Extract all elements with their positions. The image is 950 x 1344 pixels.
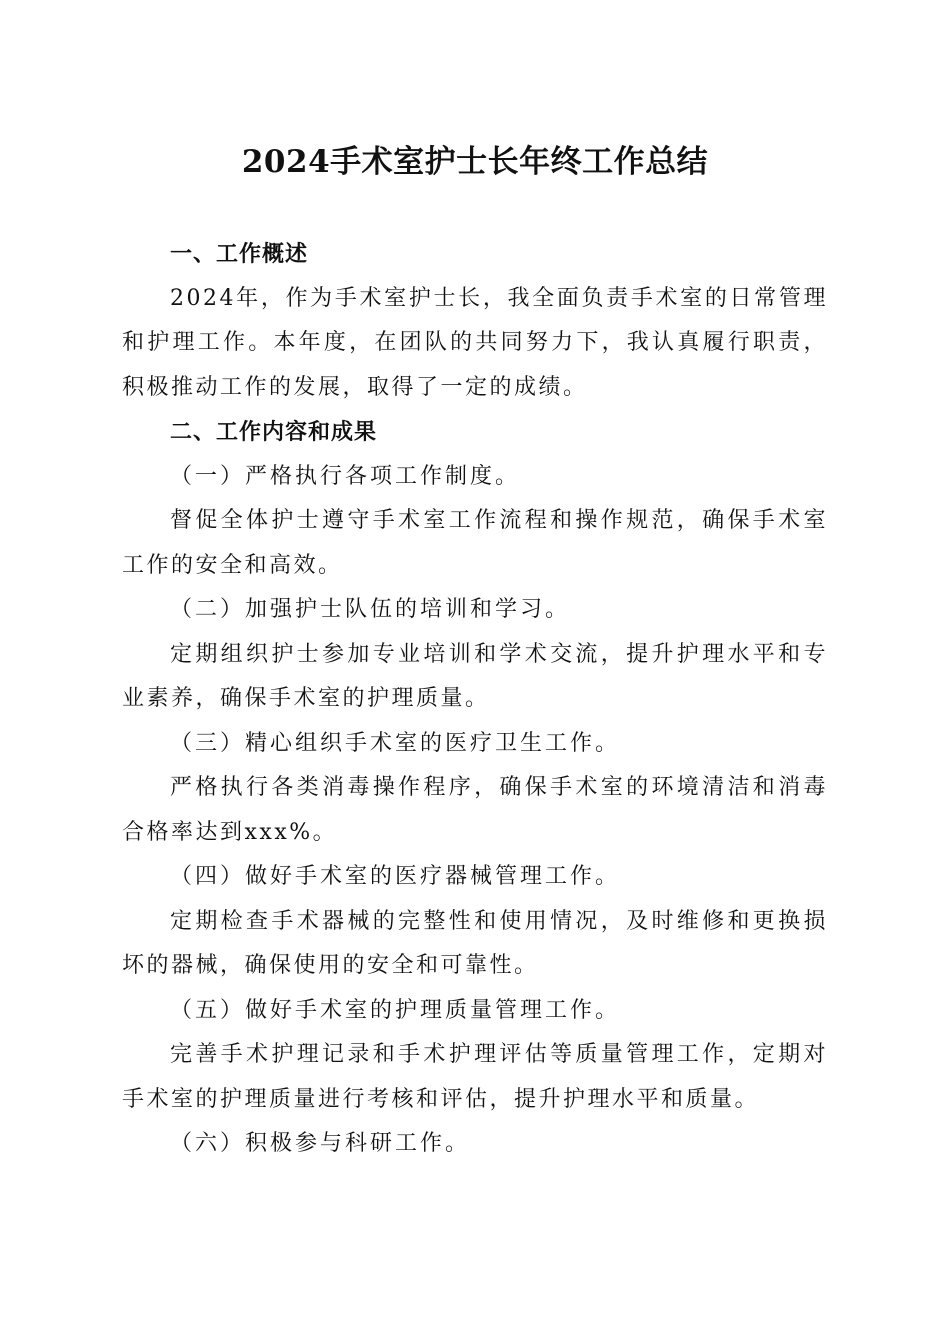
subheading-3: （三）精心组织手术室的医疗卫生工作。 — [170, 730, 621, 756]
paragraph-3: 严格执行各类消毒操作程序，确保手术室的环境清洁和消毒合格率达到xxx%。 — [122, 775, 828, 845]
paragraph-overview: 2024年，作为手术室护士长，我全面负责手术室的日常管理和护理工作。本年度，在团队的共同努力下，我认真履行职责，积极推动工作的发展，取得了一定的成绩。 — [122, 285, 828, 400]
subheading-2: （二）加强护士队伍的培训和学习。 — [170, 597, 571, 622]
section-heading-overview: 一、工作概述 — [170, 241, 309, 267]
subheading-6: （六）积极参与科研工作。 — [170, 1131, 471, 1156]
subheading-5: （五）做好手术室的护理质量管理工作。 — [170, 997, 621, 1023]
subheading-1: （一）严格执行各项工作制度。 — [170, 463, 521, 489]
paragraph-2: 定期组织护士参加专业培训和学术交流，提升护理水平和专业素养，确保手术室的护理质量。 — [122, 641, 828, 711]
paragraph-4: 定期检查手术器械的完整性和使用情况，及时维修和更换损坏的器械，确保使用的安全和可靠性。 — [122, 908, 828, 978]
document-title: 2024手术室护士长年终工作总结 — [241, 144, 709, 180]
section-heading-content-results: 二、工作内容和成果 — [170, 419, 378, 445]
document-body — [122, 232, 828, 1167]
paragraph-5: 完善手术护理记录和手术护理评估等质量管理工作，定期对手术室的护理质量进行考核和评估，提升护理水平和质量。 — [122, 1042, 828, 1112]
subheading-4: （四）做好手术室的医疗器械管理工作。 — [170, 864, 621, 889]
paragraph-1: 督促全体护士遵守手术室工作流程和操作规范，确保手术室工作的安全和高效。 — [122, 508, 828, 578]
